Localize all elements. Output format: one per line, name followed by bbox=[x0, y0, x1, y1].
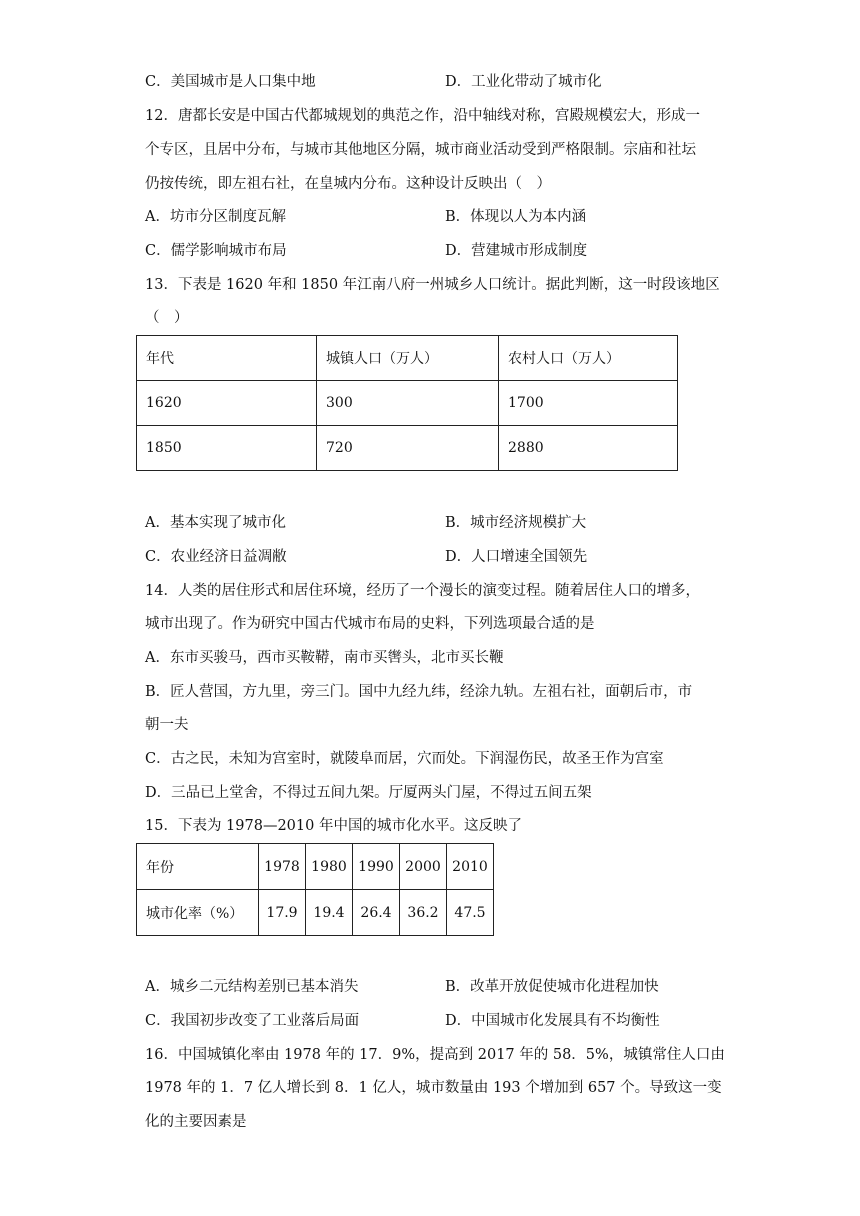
q13-option-d[interactable]: D．人口增速全国领先 bbox=[445, 549, 588, 565]
table-cell: 1850 bbox=[137, 426, 317, 471]
q16-stem-line-2: 1978 年的 1．7 亿人增长到 8．1 亿人，城市数量由 193 个增加到 657 个。导致这一变 bbox=[145, 1080, 722, 1096]
table-row bbox=[137, 426, 678, 471]
q15-option-d[interactable]: D．中国城市化发展具有不均衡性 bbox=[445, 1013, 660, 1029]
q14-stem-line-2: 城市出现了。作为研究中国古代城市布局的史料，下列选项最合适的是 bbox=[145, 616, 595, 632]
table-row bbox=[137, 844, 494, 890]
table-row-header: 年份 bbox=[137, 844, 259, 890]
q12-option-d[interactable]: D．营建城市形成制度 bbox=[445, 243, 588, 259]
q14-option-b-continued[interactable]: 朝一夫 bbox=[145, 717, 189, 733]
q13-option-a[interactable]: A．基本实现了城市化 bbox=[145, 515, 286, 531]
q13-option-c[interactable]: C．农业经济日益凋敝 bbox=[145, 549, 287, 565]
table-cell: 1700 bbox=[499, 381, 678, 426]
q14-option-d[interactable]: D．三品已上堂舍，不得过五间九架。厅厦两头门屋，不得过五间五架 bbox=[145, 785, 592, 801]
table-cell: 2880 bbox=[499, 426, 678, 471]
q15-option-a[interactable]: A．城乡二元结构差别已基本消失 bbox=[145, 979, 359, 995]
table-cell: 36.2 bbox=[400, 890, 447, 936]
table-header-cell: 年代 bbox=[137, 336, 317, 381]
table-cell: 19.4 bbox=[306, 890, 353, 936]
q11-option-d[interactable]: D．工业化带动了城市化 bbox=[445, 74, 602, 90]
table-cell: 17.9 bbox=[259, 890, 306, 936]
q14-option-c[interactable]: C．古之民，未知为宫室时，就陵阜而居，穴而处。下润湿伤民，故圣王作为宫室 bbox=[145, 751, 664, 767]
q13-stem-line-1: 13．下表是 1620 年和 1850 年江南八府一州城乡人口统计。据此判断，这一时段该地区 bbox=[145, 277, 720, 293]
q13-stem-line-2: （ ） bbox=[145, 310, 189, 326]
table-cell: 26.4 bbox=[353, 890, 400, 936]
table-cell: 47.5 bbox=[447, 890, 494, 936]
q13-population-table bbox=[136, 335, 678, 471]
table-cell: 1990 bbox=[353, 844, 400, 890]
table-header-row bbox=[137, 336, 678, 381]
q15-urbanization-table bbox=[136, 843, 494, 936]
q12-option-b[interactable]: B．体现以人为本内涵 bbox=[445, 209, 587, 225]
table-row bbox=[137, 890, 494, 936]
q13-option-b[interactable]: B．城市经济规模扩大 bbox=[445, 515, 587, 531]
q16-stem-line-3: 化的主要因素是 bbox=[145, 1114, 247, 1130]
table-cell: 2000 bbox=[400, 844, 447, 890]
table-cell: 2010 bbox=[447, 844, 494, 890]
table-cell: 720 bbox=[317, 426, 499, 471]
q12-stem-line-3: 仍按传统，即左祖右社，在皇城内分布。这种设计反映出（ ） bbox=[145, 176, 551, 192]
table-header-cell: 城镇人口（万人） bbox=[317, 336, 499, 381]
q14-option-a[interactable]: A．东市买骏马，西市买鞍鞯，南市买辔头，北市买长鞭 bbox=[145, 650, 504, 666]
table-cell: 1620 bbox=[137, 381, 317, 426]
table-row-header: 城市化率（%） bbox=[137, 890, 259, 936]
q15-stem: 15．下表为 1978—2010 年中国的城市化水平。这反映了 bbox=[145, 818, 522, 834]
table-header-cell: 农村人口（万人） bbox=[499, 336, 678, 381]
q15-option-c[interactable]: C．我国初步改变了工业落后局面 bbox=[145, 1013, 360, 1029]
q12-option-c[interactable]: C．儒学影响城市布局 bbox=[145, 243, 287, 259]
table-row bbox=[137, 381, 678, 426]
q12-option-a[interactable]: A．坊市分区制度瓦解 bbox=[145, 209, 286, 225]
q14-option-b[interactable]: B．匠人营国，方九里，旁三门。国中九经九纬，经涂九轨。左祖右社，面朝后市，市 bbox=[145, 684, 693, 700]
q15-option-b[interactable]: B．改革开放促使城市化进程加快 bbox=[445, 979, 659, 995]
q12-stem-line-2: 个专区，且居中分布，与城市其他地区分隔，城市商业活动受到严格限制。宗庙和社坛 bbox=[145, 142, 696, 158]
q16-stem-line-1: 16．中国城镇化率由 1978 年的 17．9%，提高到 2017 年的 58．5%，城镇常住人口由 bbox=[145, 1047, 725, 1063]
table-cell: 300 bbox=[317, 381, 499, 426]
table-cell: 1978 bbox=[259, 844, 306, 890]
q14-stem-line-1: 14．人类的居住形式和居住环境，经历了一个漫长的演变过程。随着居住人口的增多， bbox=[145, 583, 700, 599]
q11-option-c[interactable]: C．美国城市是人口集中地 bbox=[145, 74, 316, 90]
q12-stem-line-1: 12．唐都长安是中国古代都城规划的典范之作，沿中轴线对称，宫殿规模宏大，形成一 bbox=[145, 108, 700, 124]
table-cell: 1980 bbox=[306, 844, 353, 890]
